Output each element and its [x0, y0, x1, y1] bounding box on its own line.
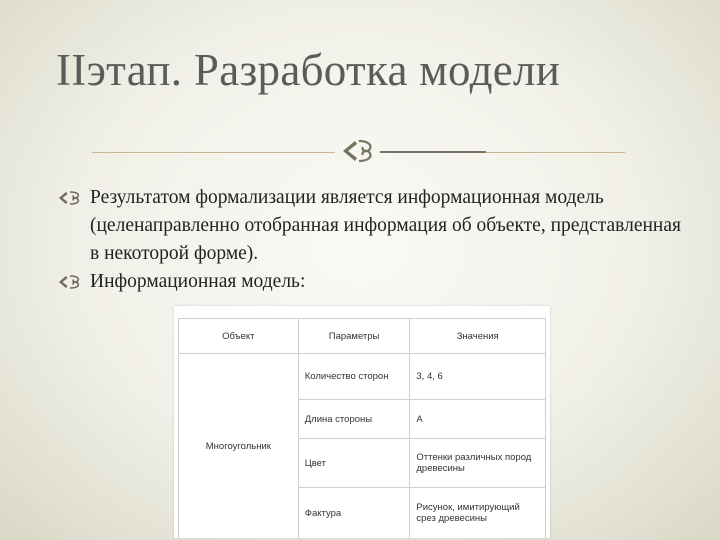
param-cell: Количество сторон: [298, 354, 410, 400]
model-table: [178, 318, 546, 538]
value-cell: Рисунок, имитирующий срез древесины: [410, 488, 546, 539]
param-cell: Цвет: [298, 439, 410, 488]
bullet-text: Результатом формализации является информационная модель (целенаправленно отобранная информация об объекте, представленная в некоторой форме).: [90, 187, 681, 264]
bullet-item: [52, 268, 692, 296]
header-values: Значения: [410, 319, 546, 354]
scroll-bullet-icon: [58, 273, 88, 291]
value-cell: A: [410, 400, 546, 439]
information-model-table: [174, 306, 550, 538]
object-cell: Многоугольник: [179, 354, 299, 539]
divider-accent: [380, 151, 486, 153]
scroll-bullet-icon: [58, 189, 88, 207]
value-cell: Оттенки различных пород древесины: [410, 439, 546, 488]
value-cell: 3, 4, 6: [410, 354, 546, 400]
divider-line-left: [92, 152, 335, 153]
table-row: [179, 354, 546, 400]
bullet-text: Информационная модель:: [90, 271, 306, 292]
bullet-list: [52, 184, 692, 296]
table-header-row: [179, 319, 546, 354]
bullet-item: [52, 184, 692, 268]
slide-title: IIэтап. Разработка модели: [56, 45, 561, 95]
header-parameters: Параметры: [298, 319, 410, 354]
header-object: Объект: [179, 319, 299, 354]
param-cell: Длина стороны: [298, 400, 410, 439]
param-cell: Фактура: [298, 488, 410, 539]
scroll-ornament-icon: [339, 136, 379, 166]
